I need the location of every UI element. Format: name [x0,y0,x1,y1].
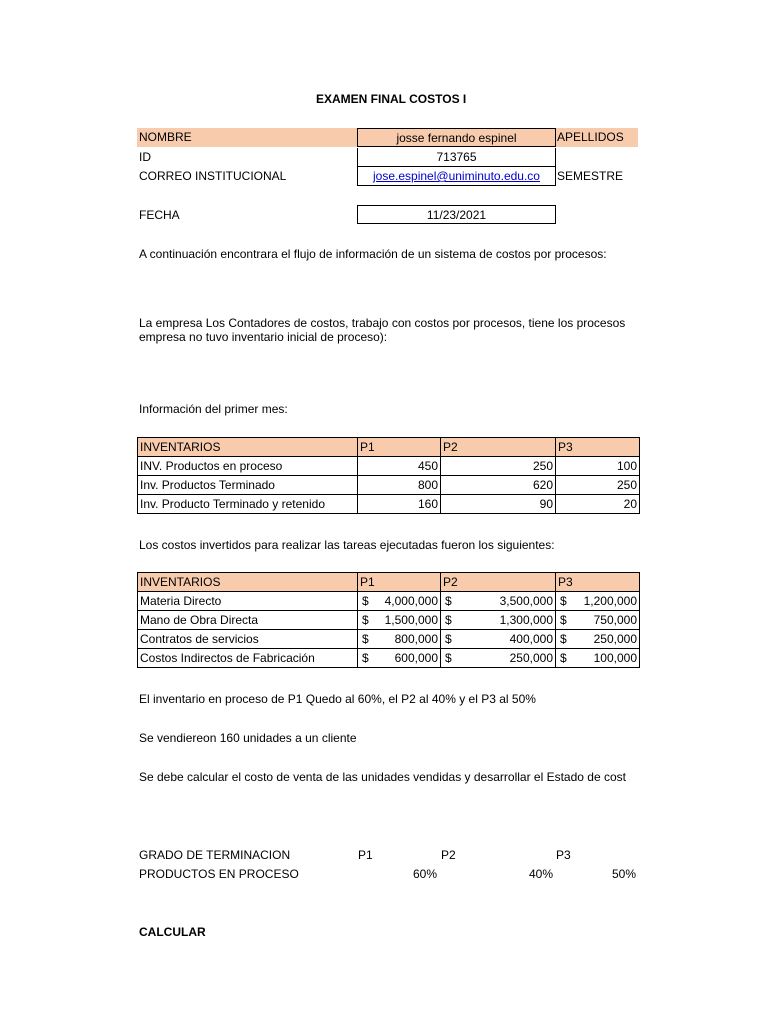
nombre-label: NOMBRE [137,128,357,147]
inventario-proceso-text: El inventario en proceso de P1 Quedo al 60%, el P2 al 40% y el P3 al 50% [139,692,536,706]
amount: 800,000 [394,632,438,646]
nombre-value[interactable]: josse fernando espinel [357,128,556,147]
header-cell: P2 [441,438,556,457]
value-cell[interactable] [556,611,640,630]
grado-label: GRADO DE TERMINACION [139,848,291,862]
currency-symbol: $ [362,632,369,646]
value-cell[interactable] [358,630,441,649]
amount: 400,000 [509,632,553,646]
table-row [138,457,640,476]
value-cell[interactable]: 20 [556,495,640,514]
table-header-row [138,573,640,592]
grado-p3: P3 [556,848,571,862]
amount: 1,300,000 [499,613,553,627]
row-label[interactable]: Inv. Producto Terminado y retenido [138,495,358,514]
grado-p1: P1 [358,848,373,862]
inventarios-table [137,437,640,514]
currency-symbol: $ [362,613,369,627]
value-cell[interactable] [556,630,640,649]
amount: 4,000,000 [384,594,438,608]
grado-value-p2[interactable]: 40% [528,867,553,881]
header-cell: P1 [358,573,441,592]
table-row [138,592,640,611]
table-row [138,630,640,649]
currency-symbol: $ [362,651,369,665]
table-row [138,611,640,630]
table-row [138,649,640,668]
header-cell: INVENTARIOS [138,573,358,592]
table-row [138,495,640,514]
row-label[interactable]: Contratos de servicios [138,630,358,649]
amount: 250,000 [509,651,553,665]
amount: 750,000 [593,613,637,627]
amount: 3,500,000 [499,594,553,608]
table-row [138,476,640,495]
calcular-heading: CALCULAR [139,925,206,939]
email-link[interactable]: jose.espinel@uniminuto.edu.co [373,169,540,183]
amount: 600,000 [394,651,438,665]
value-cell[interactable] [358,649,441,668]
grado-value-p3[interactable]: 50% [611,867,636,881]
header-cell: P1 [358,438,441,457]
currency-symbol: $ [445,613,452,627]
amount: 250,000 [593,632,637,646]
value-cell[interactable]: 100 [556,457,640,476]
row-label[interactable]: INV. Productos en proceso [138,457,358,476]
currency-symbol: $ [362,594,369,608]
currency-symbol: $ [445,651,452,665]
fecha-value[interactable]: 11/23/2021 [357,205,556,224]
currency-symbol: $ [560,613,567,627]
amount: 100,000 [593,651,637,665]
value-cell[interactable] [556,592,640,611]
page-title: EXAMEN FINAL COSTOS I [316,92,467,106]
empresa-line-1: La empresa Los Contadores de costos, trabajo con costos por procesos, tiene los procesos [139,316,626,330]
currency-symbol: $ [445,632,452,646]
semestre-label: SEMESTRE [557,169,624,183]
value-cell[interactable]: 450 [358,457,441,476]
vendieron-text: Se vendiereon 160 unidades a un cliente [139,731,357,745]
currency-symbol: $ [445,594,452,608]
row-label[interactable]: Mano de Obra Directa [138,611,358,630]
value-cell[interactable]: 90 [441,495,556,514]
value-cell[interactable] [441,630,556,649]
intro-text: A continuación encontrara el flujo de información de un sistema de costos por procesos: [139,247,607,261]
header-cell: P2 [441,573,556,592]
table-header-row [138,438,640,457]
value-cell[interactable] [441,611,556,630]
value-cell[interactable] [556,649,640,668]
header-cell: INVENTARIOS [138,438,358,457]
grado-p2: P2 [441,848,456,862]
currency-symbol: $ [560,594,567,608]
productos-proceso-label: PRODUCTOS EN PROCESO [139,867,299,881]
apellidos-label: APELLIDOS [556,128,638,147]
fecha-label: FECHA [139,208,180,222]
value-cell[interactable] [441,649,556,668]
value-cell[interactable] [441,592,556,611]
value-cell[interactable]: 160 [358,495,441,514]
value-cell[interactable]: 250 [441,457,556,476]
empresa-line-2: empresa no tuvo inventario inicial de proceso): [139,330,388,344]
value-cell[interactable] [358,592,441,611]
costos-table [137,572,640,668]
calcular-costo-text: Se debe calcular el costo de venta de las unidades vendidas y desarrollar el Estado de cost [139,770,626,784]
currency-symbol: $ [560,651,567,665]
row-label[interactable]: Inv. Productos Terminado [138,476,358,495]
row-label[interactable]: Costos Indirectos de Fabricación [138,649,358,668]
amount: 1,200,000 [583,594,637,608]
header-cell: P3 [556,438,640,457]
value-cell[interactable]: 250 [556,476,640,495]
value-cell[interactable]: 800 [358,476,441,495]
id-value[interactable]: 713765 [357,148,556,167]
info-mes-heading: Información del primer mes: [139,402,288,416]
correo-label: CORREO INSTITUCIONAL [139,169,287,183]
row-label[interactable]: Materia Directo [138,592,358,611]
costos-intro-text: Los costos invertidos para realizar las tareas ejecutadas fueron los siguientes: [139,538,555,552]
value-cell[interactable] [358,611,441,630]
grado-value-p1[interactable]: 60% [412,867,437,881]
value-cell[interactable]: 620 [441,476,556,495]
correo-value[interactable] [357,167,556,186]
currency-symbol: $ [560,632,567,646]
header-cell: P3 [556,573,640,592]
id-label: ID [139,150,151,164]
amount: 1,500,000 [384,613,438,627]
